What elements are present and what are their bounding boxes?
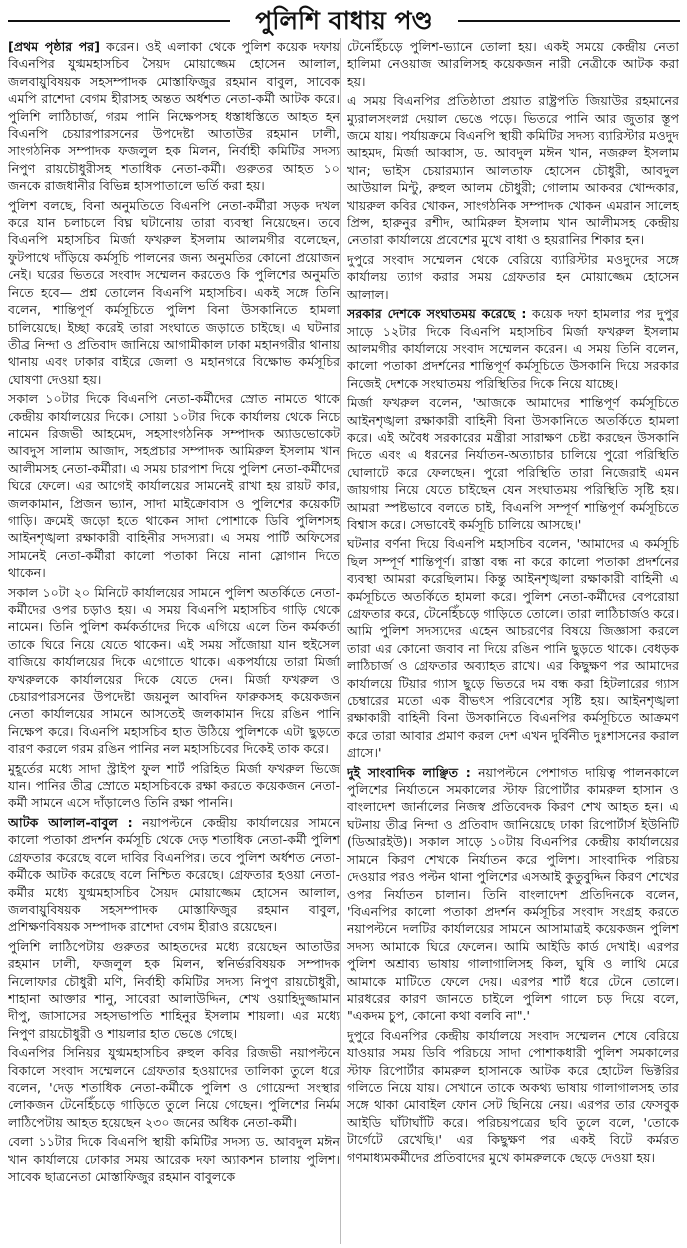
paragraph: পুলিশ বলছে, বিনা অনুমতিতে বিএনপি নেতা-কর্মীরা সড়ক দখল করে যান চলাচলে বিঘ্ন ঘটানোয় তারা ব্যবস্থা নিয়েছেন। তবে বিএনপি মহাসচিব মির্জা ফখরুল ইসলাম আলমগীর বলেছেন, ফুটপাথে দাঁড়িয়ে কর্মসূচি পালনের জন্য অনুমতির কোনো প্রয়োজন নেই। ঘরের ভিতরে সংবাদ সম্মেলন করতেও কি পুলিশের অনুমতি নিতে হবে— প্রশ্ন তোলেন বিএনপি মহাসচিব। একই সঙ্গে তিনি বলেন, শান্তিপূর্ণ কর্মসূচিতে পুলিশ বিনা উসকানিতে হামলা চালিয়েছে। ইচ্ছা করেই তারা সংঘাতে জড়াতে চাইছে। এ ঘটনার তীব্র নিন্দা ও প্রতিবাদ জানিয়ে আগামীকাল ঢাকা মহানগরীর থানায় থানায় এবং ঢাকার বাইরে জেলা ও মহানগরে বিক্ষোভ কর্মসূচির ঘোষণা দেওয়া হয়। <box>8 197 340 387</box>
subheading: আটক আলাল-বাবুল : <box>8 814 133 830</box>
paragraph: পুলিশি লাঠিপেটায় গুরুতর আহতদের মধ্যে রয়েছেন আতাউর রহমান ঢালী, ফজলুল হক মিলন, স্বনির্ভরবিষয়ক সম্পাদক নিলোফার চৌধুরী মণি, নির্বাহী কমিটির সদস্য নিপুণ রায়চৌধুরী, শাহানা আক্তার শানু, সাবেরা আলাউদ্দিন, শেখ ওয়াহিদুজ্জামান দীপু, জাসাসের সহসভাপতি শাহিনুর ইসলাম শায়লা। এর মধ্যে নিপুণ রায়চৌধুরী ও শায়লার হাত ভেঙে গেছে। <box>8 938 340 1041</box>
headline-rule-right <box>458 20 680 22</box>
paragraph: টেনেহিঁচড়ে পুলিশ-ভ্যানে তোলা হয়। একই সময়ে কেন্দ্রীয় নেতা হালিমা নেওয়াজ আরলিসহ কয়েকজন নারী নেত্রীকে আটক করা হয়। <box>347 39 679 89</box>
column-divider <box>340 38 341 1244</box>
paragraph: এ সময় বিএনপির প্রতিষ্ঠাতা প্রয়াত রাষ্ট্রপতি জিয়াউর রহমানের ম্যুরালসংলগ্ন দেয়াল ভেঙে পড়ে। ভিতরে পানি আর জুতার স্তূপ জমে যায়। পর্যায়ক্রমে বিএনপি স্থায়ী কমিটির সদস্য ব্যারিস্টার মওদুদ আহমদ, মির্জা আব্বাস, ড. আবদুল মঈন খান, নজরুল ইসলাম খান; ভাইস চেয়ারম্যান আলতাফ হোসেন চৌধুরী, আবদুল আউয়াল মিন্টু, রুহুল আলম চৌধুরী; গোলাম আকবর খোন্দকার, খায়রুল কবির খোকন, সাংগঠনিক সম্পাদক খোকন এমরান সালেহ প্রিন্স, হারুনুর রশীদ, আমিরুল ইসলাম খান আলীমসহ কেন্দ্রীয় নেতারা কার্যালয়ে প্রবেশের মুখে বাধা ও হয়রানির শিকার হন। <box>347 93 679 248</box>
paragraph: দুই সাংবাদিক লাঞ্ছিত : নয়াপল্টনে পেশাগত দায়িত্ব পালনকালে পুলিশের নির্যাতনে সমকালের স্টাফ রিপোর্টার কামরুল হাসান ও বাংলাদেশ জার্নালের নিজস্ব প্রতিবেদক কিরণ শেখ আহত হন। এ ঘটনায় তীব্র নিন্দা ও প্রতিবাদ জানিয়েছে ঢাকা রিপোর্টার্স ইউনিটি (ডিআরইউ)। সকাল সাড়ে ১০টায় বিএনপির কেন্দ্রীয় কার্যালয়ের সামনে কিরণ শেখকে নির্যাতন করে পুলিশ। সাংবাদিক পরিচয় দেওয়ার পরও পল্টন থানা পুলিশের এসআই কুতুবুদ্দিন কিরণ শেখের ওপর নির্যাতন চালান। তিনি বাংলাদেশ প্রতিদিনকে বলেন, 'বিএনপির কালো পতাকা প্রদর্শন কর্মসূচির সংবাদ সংগ্রহ করতে নয়াপল্টনে দলটির কার্যালয়ের সামনে আসামাত্রই কয়েকজন পুলিশ সদস্য আমাকে ঘিরে ফেলেন। আমি আইডি কার্ড দেখাই। এরপর পুলিশ অশ্রাব্য ভাষায় গালাগালিসহ কিল, ঘুষি ও লাথি মেরে আমাকে মাটিতে ফেলে দেয়। এরপর শার্ট ধরে টেনে তোলে। মারধরের কারণ জানতে চাইলে পুলিশ গালে চড় দিয়ে বলে, "একদম চুপ, কোনো কথা বলবি না".' <box>347 764 679 1024</box>
subheading: দুই সাংবাদিক লাঞ্ছিত : <box>347 764 471 780</box>
paragraph: আটক আলাল-বাবুল : নয়াপল্টনে কেন্দ্রীয় কার্যালয়ের সামনে কালো পতাকা প্রদর্শন কর্মসূচি থেকে দেড় শতাধিক নেতা-কর্মী পুলিশ গ্রেফতার করেছে বলে দাবির বিএনপির। তবে পুলিশ অর্ধশত নেতা-কর্মীকে আটক করেছে বলে নিশ্চিত করেছে। গ্রেফতার হওয়া নেতা-কর্মীর মধ্যে যুগ্মমহাসচিব সৈয়দ মোয়াজ্জেম হোসেন আলাল, জলবায়ুবিষয়ক সহসম্পাদক মোস্তাফিজুর রহমান বাবুল, প্রশিক্ষণবিষয়ক সম্পাদক রাশেদা বেগম হীরাও রয়েছেন। <box>8 814 340 935</box>
left-column <box>8 38 340 1244</box>
paragraph: বিএনপির সিনিয়র যুগ্মমহাসচিব রুহুল কবির রিজভী নয়াপল্টনে বিকালে সংবাদ সম্মেলনে গ্রেফতার হওয়াদের তালিকা তুলে ধরে বলেন, 'দেড় শতাধিক নেতা-কর্মীকে পুলিশ ও গোয়েন্দা সংস্থার লোকজন টেনেহিঁচড়ে গাড়িতে তুলে নিয়ে গেছেন। পুলিশের নির্মম লাঠিপেটায় আহত হয়েছেন ২৩০ জনের অধিক নেতা-কর্মী। <box>8 1045 340 1130</box>
paragraph: সকাল ১০টার দিকে বিএনপি নেতা-কর্মীদের স্রোত নামতে থাকে কেন্দ্রীয় কার্যালয়ের দিকে। সোয়া ১০টার দিকে কার্যালয় থেকে নিচে নামেন রিজভী আহমেদ, সহসাংগঠনিক সম্পাদক অ্যাডভোকেট আবদুস সালাম আজাদ, সহপ্রচার সম্পাদক আমিরুল ইসলাম খান আলীমসহ নেতা-কর্মীরা। এ সময় চারপাশ দিয়ে পুলিশ নেতা-কর্মীদের ঘিরে ফেলে। এর আগেই কার্যালয়ের সামনেই রাখা হয় রায়ট কার, জলকামান, প্রিজন ভ্যান, সাদা মাইক্রোবাস ও পুলিশের কয়েকটি গাড়ি। ক্রমেই জড়ো হতে থাকেন সাদা পোশাকে ডিবি পুলিশসহ আইনশৃঙ্খলা রক্ষাকারী বাহিনীর সদস্যরা। এ সময় পার্টি অফিসের সামনেই নেতা-কর্মীরা কালো পতাকা নিয়ে নানা স্লোগান দিতে থাকেন। <box>8 391 340 581</box>
paragraph: মির্জা ফখরুল বলেন, 'আজকে আমাদের শান্তিপূর্ণ কর্মসূচিতে আইনশৃঙ্খলা রক্ষাকারী বাহিনী বিনা উসকানিতে অতর্কিতে হামলা করে। এই অবৈধ সরকারের মন্ত্রীরা সারাক্ষণ চেষ্টা করছেন উসকানি দিতে এবং এ ধরনের নির্যাতন-অত্যাচার চালিয়ে পুরো পরিস্থিতি ঘোলাটে করে ফেলছেন। পুরো পরিস্থিতি তারা নিজেরাই এমন জায়গায় নিয়ে যেতে চাইছেন যেন সংঘাতময় পরিস্থিতি সৃষ্টি হয়। আমরা স্পষ্টভাবে বলতে চাই, বিএনপি সম্পূর্ণ শান্তিপূর্ণ কর্মসূচিতে বিশ্বাস করে। সেভাবেই কর্মসূচি চালিয়ে আসছে।' <box>347 395 679 532</box>
right-column <box>347 38 679 1244</box>
paragraph <box>8 38 340 195</box>
paragraph: ঘটনার বর্ণনা দিয়ে বিএনপি মহাসচিব বলেন, 'আমাদের এ কর্মসূচি ছিল সম্পূর্ণ শান্তিপূর্ণ। রাস্তা বন্ধ না করে কালো পতাকা প্রদর্শনের ব্যবস্থা আমরা করেছিলাম। কিন্তু আইনশৃঙ্খলা রক্ষাকারী বাহিনী এ কর্মসূচিতে অতর্কিতে হামলা করে। পুলিশ নেতা-কর্মীদের বেপরোয়া গ্রেফতার করে, টেনেহিঁচড়ে গাড়িতে তোলে। তারা লাঠিচার্জও করে। আমি পুলিশ সদস্যদের এহেন আচরণের বিষয়ে জিজ্ঞাসা করলে তারা এর কোনো জবাব না দিয়ে রঙিন পানি ছুড়তে থাকে। বেধড়ক লাঠিচার্জ ও গ্রেফতার অব্যাহত রাখে। এর কিছুক্ষণ পর আমাদের কার্যালয়ে টিয়ার গ্যাস ছুড়ে ভিতরে দম বন্ধ করা হিটলারের গ্যাস চেম্বারের মতো এক বীভৎস পরিবেশের সৃষ্টি হয়। আইনশৃঙ্খলা রক্ষাকারী বাহিনী বিনা উসকানিতে বিএনপির কর্মসূচিতে আক্রমণ করে তারা আবার প্রমাণ করল দেশ এখন দুর্বিনীত দুঃশাসনের করাল গ্রাসে।' <box>347 536 679 761</box>
paragraph: বেলা ১১টার দিকে বিএনপি স্থায়ী কমিটির সদস্য ড. আবদুল মঈন খান কার্যালয়ে ঢোকার সময় আরেক দফা অ্যাকশন চালায় পুলিশ। সাবেক ছাত্রনেতা মোস্তাফিজুর রহমান বাবুলকে <box>8 1134 340 1184</box>
headline-rule-left <box>8 20 230 22</box>
paragraph: সকাল ১০টা ২০ মিনিটে কার্যালয়ের সামনে পুলিশ অতর্কিতে নেতা-কর্মীদের ওপর চড়াও হয়। এ সময় বিএনপি মহাসচিব গাড়ি থেকে নামেন। তিনি পুলিশ কর্মকর্তাদের দিকে এগিয়ে এলে তিন কর্মকর্তা তাকে ঘিরে নিয়ে যেতে থাকেন। এই সময় সাঁজোয়া যান হুইসেল বাজিয়ে কার্যালয়ের দিকে এগোতে থাকে। একপর্যায়ে তারা মির্জা ফখরুলকে কার্যালয়ের দিকে যেতে দেন। মির্জা ফখরুল ও চেয়ারপারসনের উপদেষ্টা জয়নুল আবদিন ফারুকসহ কয়েকজন নেতা কার্যালয়ের সামনে আসতেই জলকামান দিয়ে রঙিন পানি নিক্ষেপ করে। বিএনপি মহাসচিব হাত উঠিয়ে পুলিশকে এটা ছুড়তে বারণ করলে গরম রঙিন পানির নল মহাসচিবের দিকেই তাক করে। <box>8 584 340 757</box>
paragraph-text: করেন। ওই এলাকা থেকে পুলিশ কয়েক দফায় বিএনপির যুগ্মমহাসচিব সৈয়দ মোয়াজ্জেম হোসেন আলাল, জলবায়ুবিষয়ক সহসম্পাদক মোস্তাফিজুর রহমান বাবুল, সাবেক এমপি রাশেদা বেগম হীরাসহ অন্তত অর্ধশত নেতা-কর্মী আটক করে। পুলিশি লাঠিচার্জ, গরম পানি নিক্ষেপসহ ধস্তাধস্তিতে আহত হন বিএনপি চেয়ারপারসনের উপদেষ্টা আতাউর রহমান ঢালী, সাংগঠনিক সম্পাদক ফজলুল হক মিলন, নির্বাহী কমিটির সদস্য নিপুণ রায়চৌধুরীসহ শতাধিক নেতা-কর্মী। গুরুতর আহত ১০ জনকে রাজধানীর বিভিন্ন হাসপাতালে ভর্তি করা হয়। <box>8 39 340 194</box>
paragraph: মুহূর্তের মধ্যে সাদা স্ট্রাইপ ফুল শার্ট পরিহিত মির্জা ফখরুল ভিজে যান। পানির তীব্র স্রোতে মহাসচিবকে রক্ষা করতে কয়েকজন নেতা-কর্মী সামনে এসে দাঁড়ালেও তিনি রক্ষা পাননি। <box>8 760 340 811</box>
paragraph: দুপুরে বিএনপির কেন্দ্রীয় কার্যালয়ে সংবাদ সম্মেলন শেষে বেরিয়ে যাওয়ার সময় ডিবি পরিচয়ে সাদা পোশাকধারী পুলিশ সমকালের স্টাফ রিপোর্টার কামরুল হাসানকে আটক করে হোটেল ভিক্টরির গলিতে নিয়ে যায়। সেখানে তাকে অকথ্য ভাষায় গালাগালসহ তার সঙ্গে থাকা মোবাইল ফোন সেট ছিনিয়ে নেয়। এরপর তার ফেসবুক আইডি ঘাঁটাঘাঁটি করে। পরিচয়পত্রের ছবি তুলে বলে, 'তোকে টার্গেটে রেখেছি।' এর কিছুক্ষণ পর একই বিটে কর্মরত গণমাধ্যমকর্মীদের প্রতিবাদের মুখে কামরুলকে ছেড়ে দেওয়া হয়। <box>347 1027 679 1165</box>
continued-label: [প্রথম পৃষ্ঠার পর] <box>8 39 100 54</box>
paragraph: দুপুরে সংবাদ সম্মেলন থেকে বেরিয়ে ব্যারিস্টার মওদুদের সঙ্গে কার্যালয় ত্যাগ করার সময় গ্রেফতার হন মোয়াজ্জেম হোসেন আলাল। <box>347 251 679 302</box>
headline: পুলিশি বাধায় পণ্ড <box>255 6 433 35</box>
subheading: সরকার দেশকে সংঘাতময় করেছে : <box>347 306 527 322</box>
paragraph: সরকার দেশকে সংঘাতময় করেছে : কয়েক দফা হামলার পর দুপুর সাড়ে ১২টার দিকে বিএনপি মহাসচিব মির্জা ফখরুল ইসলাম আলমগীর কার্যালয়ে সংবাদ সম্মেলন করেন। এ সময় তিনি বলেন, কালো পতাকা প্রদর্শনের শান্তিপূর্ণ কর্মসূচিতে উসকানি দিয়ে সরকার নিজেই দেশকে সংঘাতময় পরিস্থিতির দিকে নিয়ে যাচ্ছে। <box>347 306 679 391</box>
